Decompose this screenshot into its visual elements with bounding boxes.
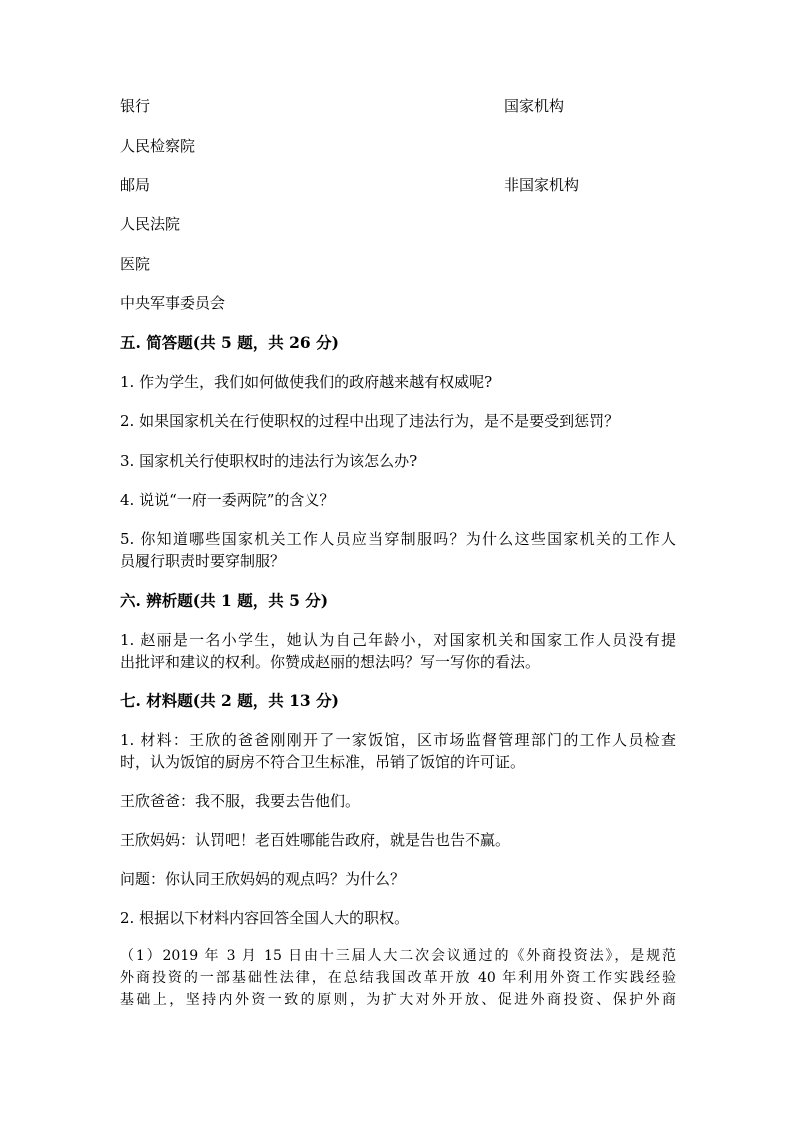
section-5-title: 五. 简答题(共 5 题，共 26 分) [120,333,339,352]
section-7-material [120,945,676,1011]
section-6-question-1-line-1: 1. 赵丽是一名小学生，她认为自己年龄小，对国家机关和国家工作人员没有提 [120,631,676,649]
section-7-question-1-line-1: 1. 材料：王欣的爸爸刚刚开了一家饭馆，区市场监督管理部门的工作人员检查 [120,731,676,749]
match-item-military-commission: 中央军事委员会 [120,294,226,312]
section-7-material-line-2: 外商投资的一部基础性法律，在总结我国改革开放 40 年利用外资工作实践经验 [120,970,676,986]
section-7-dialog-father: 王欣爸爸：我不服，我要去告他们。 [120,792,361,810]
section-7-dialog-mother: 王欣妈妈：认罚吧！老百姓哪能告政府，就是告也告不赢。 [120,831,511,849]
match-target-non-state-organ: 非国家机构 [504,176,580,194]
section-5-question-5-line-1: 5. 你知道哪些国家机关工作人员应当穿制服吗？为什么这些国家机关的工作人 [120,530,676,548]
match-item-bank: 银行 [120,97,151,115]
section-6-question-1 [120,629,676,673]
section-5-question-4: 4. 说说“一府一委两院”的含义？ [120,491,335,509]
section-5-question-1: 1. 作为学生，我们如何做使我们的政府越来越有权威呢? [120,373,493,391]
match-target-state-organ: 国家机构 [504,97,565,115]
section-7-material-line-3: 基础上，坚持内外资一致的原则，为扩大对外开放、促进外商投资、保护外商 [120,992,676,1008]
section-7-question-1-line-2: 时，认为饭馆的厨房不符合卫生标准，吊销了饭馆的许可证。 [120,753,526,771]
section-7-question-prompt: 问题：你认同王欣妈妈的观点吗？为什么？ [120,870,406,888]
section-6-title: 六. 辨析题(共 1 题，共 5 分) [120,591,329,610]
section-7-question-2: 2. 根据以下材料内容回答全国人大的职权。 [120,909,410,927]
match-item-court: 人民法院 [120,215,181,233]
section-6-question-1-line-2: 出批评和建议的权利。你赞成赵丽的想法吗？写一写你的看法。 [120,653,541,671]
match-item-hospital: 医院 [120,255,151,273]
section-5-question-2: 2. 如果国家机关在行使职权的过程中出现了违法行为，是不是要受到惩罚？ [120,412,620,430]
section-7-material-line-1: （1）2019 年 3 月 15 日由十三届人大二次会议通过的《外商投资法》，是规范 [120,948,676,964]
match-item-post-office: 邮局 [120,176,151,194]
match-item-procuratorate: 人民检察院 [120,137,196,155]
section-5-question-3: 3. 国家机关行使职权时的违法行为该怎么办? [120,452,418,470]
section-7-question-1 [120,729,676,773]
section-5-question-5-line-2: 员履行职责时要穿制服？ [120,552,286,570]
section-7-title: 七. 材料题(共 2 题，共 13 分) [120,691,339,710]
section-5-question-5 [120,528,676,572]
